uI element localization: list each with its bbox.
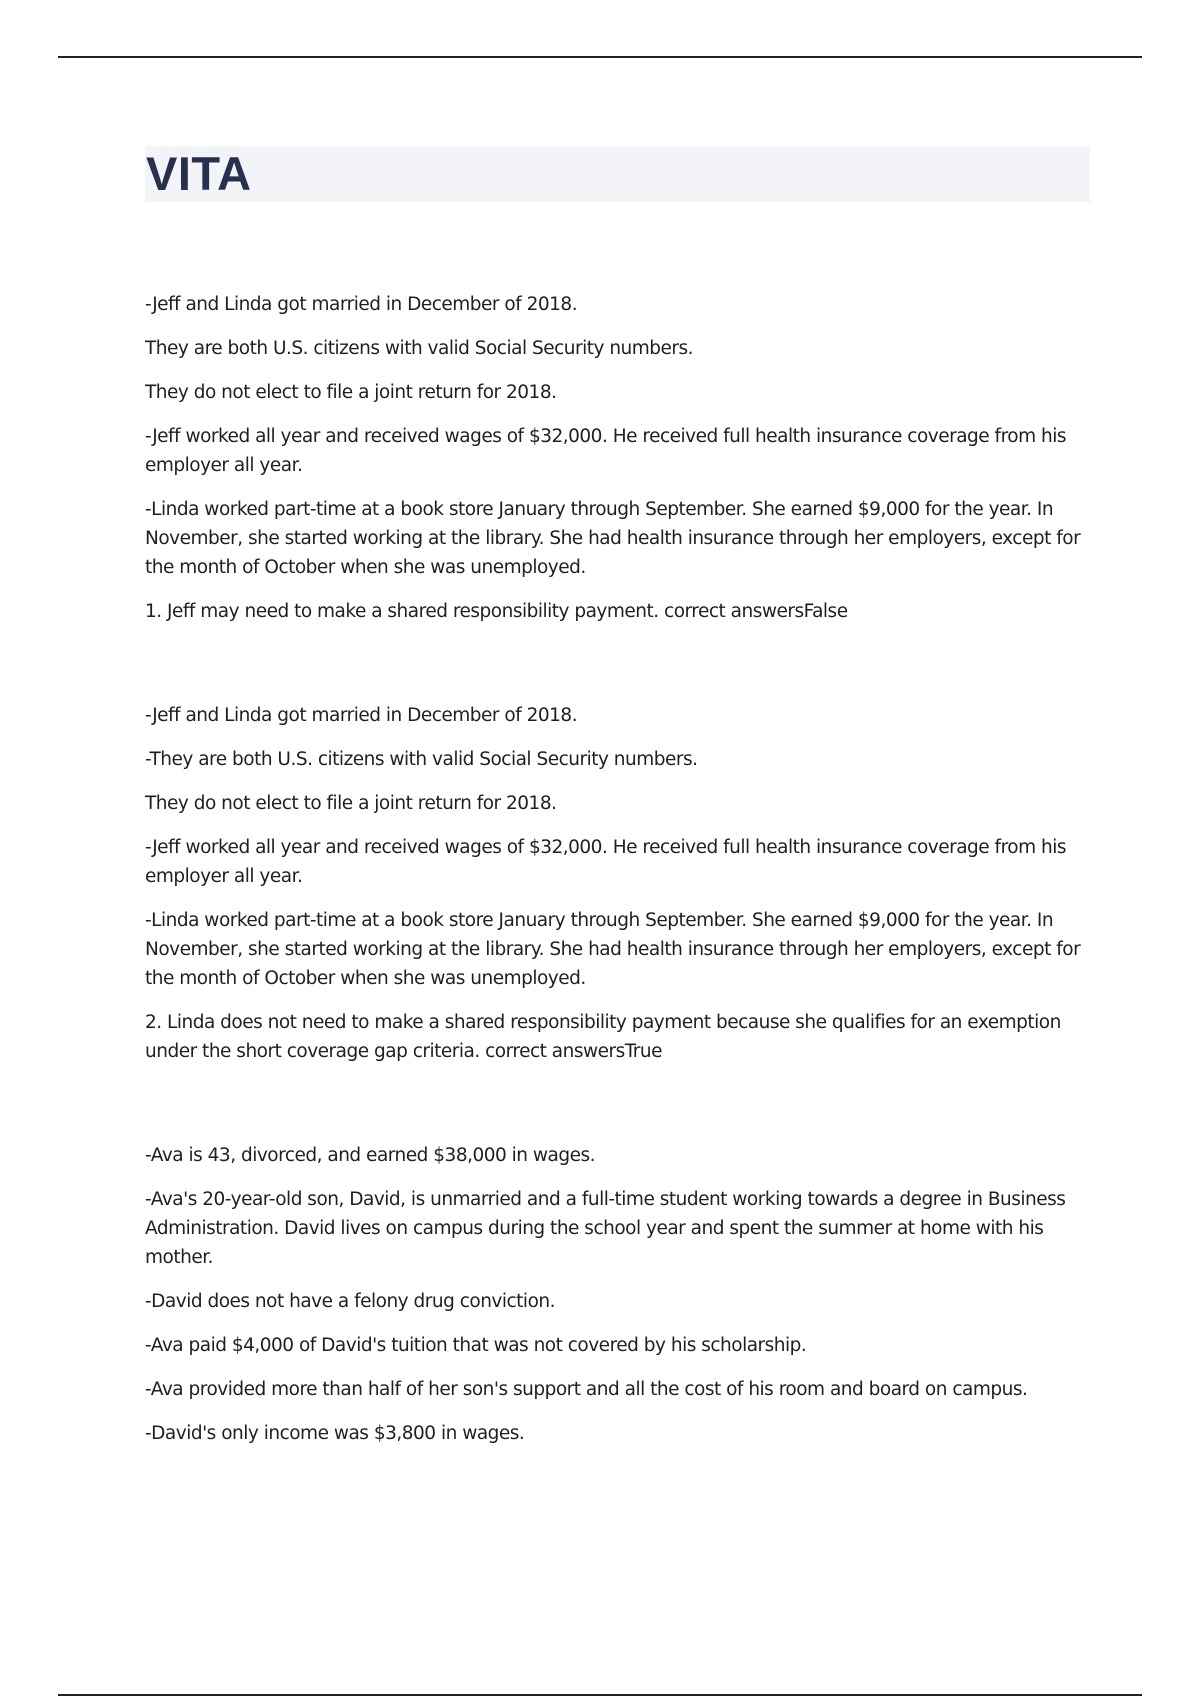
paragraph: They do not elect to file a joint return for 2018.: [145, 793, 557, 814]
paragraph: -Jeff and Linda got married in December of 2018.: [145, 294, 578, 315]
top-rule: [58, 56, 1142, 58]
title-band: [145, 146, 1090, 202]
paragraph: -Jeff worked all year and received wages of $32,000. He received full health insurance coverage from his employer all year.: [145, 837, 1066, 887]
paragraph: -David's only income was $3,800 in wages.: [145, 1423, 525, 1444]
paragraph: -Linda worked part-time at a book store January through September. She earned $9,000 for the year. In November, she started working at the library. She had health insurance through her employers, except for the month of October when she was unemployed.: [145, 910, 1081, 989]
paragraph: -Jeff worked all year and received wages of $32,000. He received full health insurance coverage from his employer all year.: [145, 426, 1066, 476]
document-title: VITA: [146, 147, 252, 200]
question-block-1: [145, 290, 1090, 626]
paragraph: -Linda worked part-time at a book store January through September. She earned $9,000 for the year. In November, she started working at the library. She had health insurance through her employers, except for the month of October when she was unemployed.: [145, 499, 1081, 578]
question-answer: 2. Linda does not need to make a shared responsibility payment because she qualifies for an exemption under the short coverage gap criteria. correct answersTrue: [145, 1012, 1061, 1062]
paragraph: -Jeff and Linda got married in December of 2018.: [145, 705, 578, 726]
section-spacer: [145, 641, 1090, 701]
paragraph: -They are both U.S. citizens with valid Social Security numbers.: [145, 749, 698, 770]
paragraph: -Ava paid $4,000 of David's tuition that was not covered by his scholarship.: [145, 1335, 807, 1356]
question-block-2: [145, 701, 1090, 1066]
paragraph: -David does not have a felony drug conviction.: [145, 1291, 555, 1312]
document-body: [145, 290, 1090, 1463]
paragraph: -Ava provided more than half of her son's support and all the cost of his room and board on campus.: [145, 1379, 1028, 1400]
section-spacer: [145, 1081, 1090, 1141]
paragraph: -Ava's 20-year-old son, David, is unmarried and a full-time student working towards a degree in Business Administration. David lives on campus during the school year and spent the summer at home with his mother.: [145, 1189, 1066, 1268]
question-block-3: [145, 1141, 1090, 1448]
bottom-rule: [58, 1694, 1142, 1696]
question-answer: 1. Jeff may need to make a shared responsibility payment. correct answersFalse: [145, 601, 848, 622]
paragraph: -Ava is 43, divorced, and earned $38,000 in wages.: [145, 1145, 596, 1166]
paragraph: They are both U.S. citizens with valid Social Security numbers.: [145, 338, 694, 359]
paragraph: They do not elect to file a joint return for 2018.: [145, 382, 557, 403]
